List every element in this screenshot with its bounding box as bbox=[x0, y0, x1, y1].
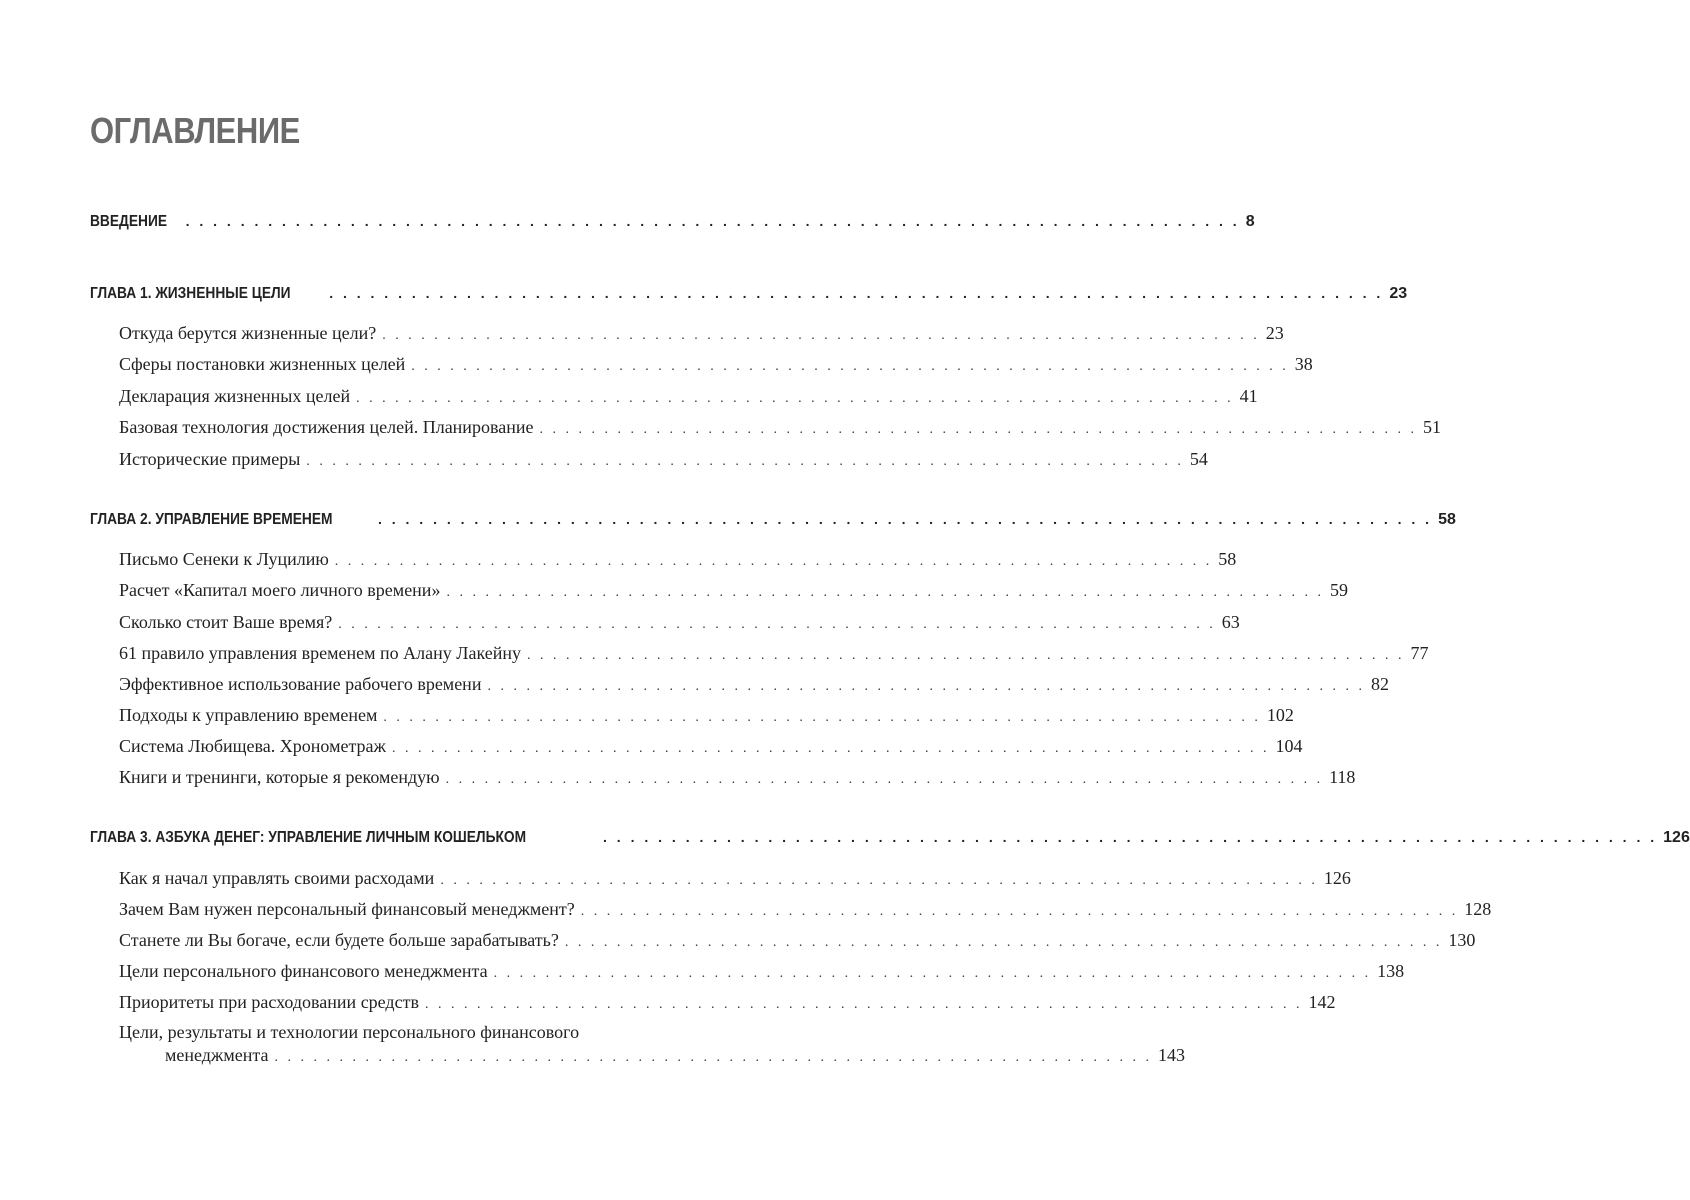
dot-leader: . . . . . . . . . . . . . . . . . . . . . . . . . . . . . . . . . . . . . . . . . . . . . . . . . . . . . . . . . . . . . . . . . . . . bbox=[493, 966, 1372, 981]
toc-entry-page: 51 bbox=[1422, 417, 1441, 437]
toc-entry-label: 61 правило управления временем по Алану Лакейну bbox=[119, 643, 522, 663]
dot-leader: . . . . . . . . . . . . . . . . . . . . . . . . . . . . . . . . . . . . . . . . . . . . . . . . . . . . . . . . . . . . . . . . . . . . bbox=[356, 391, 1234, 406]
toc-entry-page: 38 bbox=[1294, 354, 1313, 374]
toc-entry[interactable] bbox=[119, 580, 1348, 601]
dot-leader: . . . . . . . . . . . . . . . . . . . . . . . . . . . . . . . . . . . . . . . . . . . . . . . . . . . . . . . . . . . . . . . . . . . . bbox=[445, 772, 1324, 787]
page-title: ОГЛАВЛЕНИЕ bbox=[90, 110, 300, 151]
toc-entry-label: Расчет «Капитал моего личного времени» bbox=[119, 580, 441, 600]
toc-chapter-3[interactable] bbox=[90, 829, 1690, 847]
toc-entry-label: Эффективное использование рабочего времени bbox=[119, 674, 482, 694]
dot-leader: . . . . . . . . . . . . . . . . . . . . . . . . . . . . . . . . . . . . . . . . . . . . . . . . . . . . . . . . . . . . . . . . . . . . bbox=[411, 359, 1289, 374]
toc-entry-page: 23 bbox=[1265, 323, 1284, 343]
toc-entry-label: Подходы к управлению временем bbox=[119, 705, 378, 725]
toc-entry-page: 142 bbox=[1308, 992, 1336, 1012]
toc-entry-label: Приоритеты при расходовании средств bbox=[119, 992, 419, 1012]
dot-leader: . . . . . . . . . . . . . . . . . . . . . . . . . . . . . . . . . . . . . . . . . . . . . . . . . . . . . . . . . . . . . . . . . . . . bbox=[424, 997, 1303, 1012]
dot-leader: . . . . . . . . . . . . . . . . . . . . . . . . . . . . . . . . . . . . . . . . . . . . . . . . . . . . . . . . . . . . . . . . . . . . bbox=[338, 617, 1216, 632]
toc-entry[interactable] bbox=[119, 417, 1441, 438]
chapter-label: ГЛАВА 1. ЖИЗНЕННЫЕ ЦЕЛИ bbox=[90, 285, 291, 302]
toc-entry-page: 130 bbox=[1448, 930, 1476, 950]
toc-entry-page: 63 bbox=[1221, 612, 1240, 632]
dot-leader: . . . . . . . . . . . . . . . . . . . . . . . . . . . . . . . . . . . . . . . . . . . . . . . . . . . . . . . . . . . . . . . . . . . . bbox=[383, 710, 1261, 725]
toc-entry[interactable] bbox=[119, 323, 1284, 344]
toc-entry[interactable] bbox=[119, 643, 1429, 664]
toc-entry[interactable] bbox=[119, 736, 1303, 757]
toc-entry-page: 8 bbox=[1245, 213, 1255, 230]
toc-entry-page: 102 bbox=[1266, 705, 1294, 725]
dot-leader: . . . . . . . . . . . . . . . . . . . . . . . . . . . . . . . . . . . . . . . . . . . . . . . . . . . . . . . . . . . . . . . . . . . . bbox=[391, 741, 1270, 756]
dot-leader: . . . . . . . . . . . . . . . . . . . . . . . . . . . . . . . . . . . . . . . . . . . . . . . . . . . . . . . . . . . . . . . . . . . . bbox=[382, 328, 1260, 343]
toc-entry[interactable] bbox=[119, 386, 1258, 407]
dot-leader: . . . . . . . . . . . . . . . . . . . . . . . . . . . . . . . . . . . . . . . . . . . . . . . . . . . . . . . . . . . . . . . . . . . . . . . . . . . . . bbox=[185, 213, 1240, 229]
chapter-page: 23 bbox=[1389, 285, 1408, 302]
dot-leader: . . . . . . . . . . . . . . . . . . . . . . . . . . . . . . . . . . . . . . . . . . . . . . . . . . . . . . . . . . . . . . . . . . . . . . . . . . . . . bbox=[329, 285, 1384, 301]
chapter-page: 58 bbox=[1438, 511, 1456, 528]
toc-entry-label: Исторические примеры bbox=[119, 449, 301, 469]
dot-leader: . . . . . . . . . . . . . . . . . . . . . . . . . . . . . . . . . . . . . . . . . . . . . . . . . . . . . . . . . . . . . . . . . . . . . . . . . . . . . bbox=[603, 829, 1658, 845]
toc-entry-label: Откуда берутся жизненные цели? bbox=[119, 323, 377, 343]
toc-entry-label-line1: Цели, результаты и технологии персонального финансового bbox=[119, 1022, 580, 1042]
toc-entry-page: 54 bbox=[1189, 449, 1208, 469]
dot-leader: . . . . . . . . . . . . . . . . . . . . . . . . . . . . . . . . . . . . . . . . . . . . . . . . . . . . . . . . . . . . . . . . . . . . bbox=[539, 422, 1417, 437]
toc-entry[interactable] bbox=[119, 767, 1356, 788]
dot-leader: . . . . . . . . . . . . . . . . . . . . . . . . . . . . . . . . . . . . . . . . . . . . . . . . . . . . . . . . . . . . . . . . . . . . bbox=[487, 679, 1365, 694]
toc-entry-page: 126 bbox=[1323, 868, 1351, 888]
toc-entry[interactable] bbox=[119, 868, 1351, 889]
toc-entry-page: 118 bbox=[1329, 767, 1356, 787]
toc-entry-label: Система Любищева. Хронометраж bbox=[119, 736, 386, 756]
toc-entry-label: Как я начал управлять своими расходами bbox=[119, 868, 435, 888]
toc-entry-page: 77 bbox=[1410, 643, 1429, 663]
toc-chapter-1[interactable] bbox=[90, 285, 1408, 303]
toc-entry-multiline[interactable] bbox=[119, 1022, 1185, 1066]
toc-entry[interactable] bbox=[119, 705, 1294, 726]
dot-leader: . . . . . . . . . . . . . . . . . . . . . . . . . . . . . . . . . . . . . . . . . . . . . . . . . . . . . . . . . . . . . . . . . . . . bbox=[564, 935, 1443, 950]
dot-leader: . . . . . . . . . . . . . . . . . . . . . . . . . . . . . . . . . . . . . . . . . . . . . . . . . . . . . . . . . . . . . . . . . . . . bbox=[580, 904, 1459, 919]
dot-leader: . . . . . . . . . . . . . . . . . . . . . . . . . . . . . . . . . . . . . . . . . . . . . . . . . . . . . . . . . . . . . . . . . . . . bbox=[306, 454, 1184, 469]
toc-entry-page: 143 bbox=[1157, 1045, 1185, 1065]
dot-leader: . . . . . . . . . . . . . . . . . . . . . . . . . . . . . . . . . . . . . . . . . . . . . . . . . . . . . . . . . . . . . . . . . . . . . . . . . . . . . bbox=[377, 511, 1433, 527]
toc-entry-page: 58 bbox=[1218, 549, 1237, 569]
toc-entry[interactable] bbox=[119, 961, 1405, 982]
toc-entry-label: Базовая технология достижения целей. Планирование bbox=[119, 417, 534, 437]
chapter-page: 126 bbox=[1663, 829, 1690, 846]
toc-entry[interactable] bbox=[119, 930, 1476, 951]
dot-leader: . . . . . . . . . . . . . . . . . . . . . . . . . . . . . . . . . . . . . . . . . . . . . . . . . . . . . . . . . . . . . . . . . . . . bbox=[334, 554, 1213, 569]
toc-entry[interactable] bbox=[119, 612, 1240, 633]
dot-leader: . . . . . . . . . . . . . . . . . . . . . . . . . . . . . . . . . . . . . . . . . . . . . . . . . . . . . . . . . . . . . . . . . . . . bbox=[274, 1050, 1152, 1065]
toc-entry-label: Зачем Вам нужен персональный финансовый менеджмент? bbox=[119, 899, 575, 919]
toc-entry-label: Книги и тренинги, которые я рекомендую bbox=[119, 767, 440, 787]
toc-entry[interactable] bbox=[119, 449, 1208, 470]
toc-entry-intro[interactable] bbox=[90, 213, 1255, 231]
toc-entry-label: Сколько стоит Ваше время? bbox=[119, 612, 333, 632]
toc-entry-label: ВВЕДЕНИЕ bbox=[90, 213, 168, 230]
toc-entry-label: Декларация жизненных целей bbox=[119, 386, 351, 406]
toc-entry-label-line2: менеджмента bbox=[165, 1045, 269, 1065]
toc-entry[interactable] bbox=[119, 899, 1492, 920]
toc-entry-page: 41 bbox=[1239, 386, 1258, 406]
toc-entry-label: Станете ли Вы богаче, если будете больше зарабатывать? bbox=[119, 930, 559, 950]
toc-entry-page: 138 bbox=[1377, 961, 1405, 981]
dot-leader: . . . . . . . . . . . . . . . . . . . . . . . . . . . . . . . . . . . . . . . . . . . . . . . . . . . . . . . . . . . . . . . . . . . . bbox=[527, 648, 1405, 663]
toc-entry[interactable] bbox=[119, 992, 1336, 1013]
toc-entry-label: Цели персонального финансового менеджмента bbox=[119, 961, 488, 981]
dot-leader: . . . . . . . . . . . . . . . . . . . . . . . . . . . . . . . . . . . . . . . . . . . . . . . . . . . . . . . . . . . . . . . . . . . . bbox=[446, 585, 1324, 600]
toc-entry[interactable] bbox=[119, 549, 1237, 570]
chapter-label: ГЛАВА 3. АЗБУКА ДЕНЕГ: УПРАВЛЕНИЕ ЛИЧНЫМ КОШЕЛЬКОМ bbox=[90, 829, 527, 846]
toc-entry-label: Сферы постановки жизненных целей bbox=[119, 354, 406, 374]
toc-entry-page: 59 bbox=[1329, 580, 1348, 600]
toc-entry[interactable] bbox=[119, 354, 1313, 375]
toc-entry-label: Письмо Сенеки к Луцилию bbox=[119, 549, 329, 569]
dot-leader: . . . . . . . . . . . . . . . . . . . . . . . . . . . . . . . . . . . . . . . . . . . . . . . . . . . . . . . . . . . . . . . . . . . . bbox=[440, 873, 1318, 888]
toc-chapter-2[interactable] bbox=[90, 511, 1456, 529]
toc-entry[interactable] bbox=[119, 674, 1389, 695]
toc-entry-page: 82 bbox=[1370, 674, 1389, 694]
toc-entry-page: 104 bbox=[1275, 736, 1303, 756]
toc-entry-page: 128 bbox=[1464, 899, 1492, 919]
chapter-label: ГЛАВА 2. УПРАВЛЕНИЕ ВРЕМЕНЕМ bbox=[90, 511, 333, 528]
